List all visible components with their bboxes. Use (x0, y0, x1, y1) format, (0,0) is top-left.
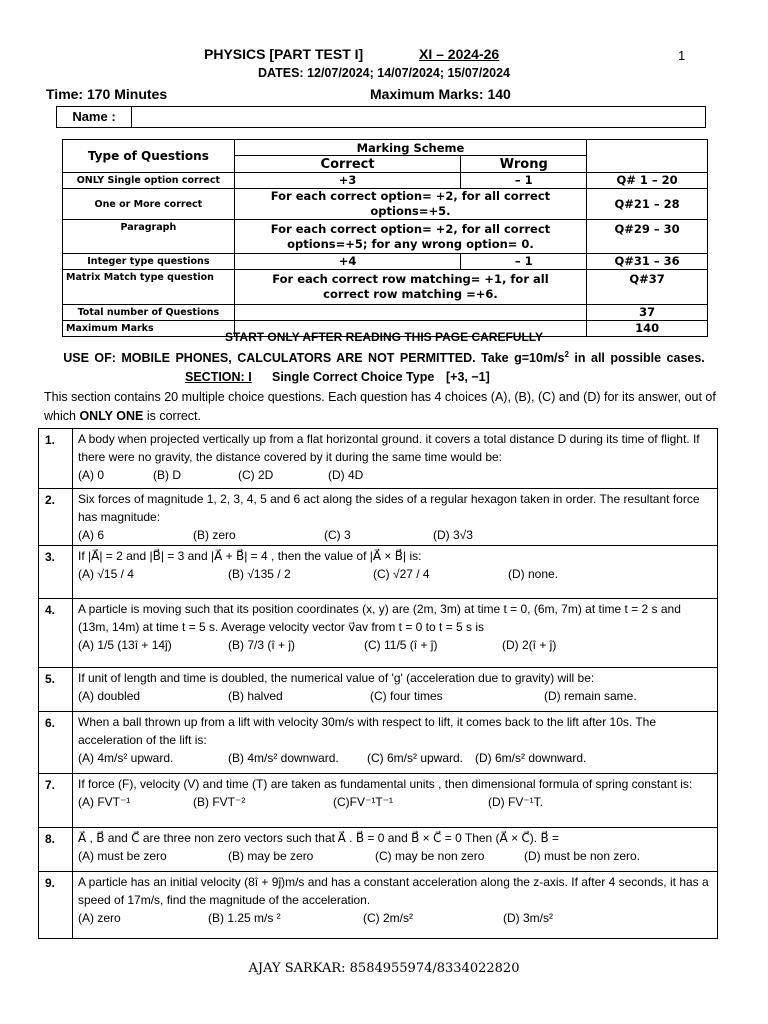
question-text: If force (F), velocity (V) and time (T) are taken as fundamental units , then dimensional formula of spring constant is: (78, 777, 693, 791)
question-number: 3. (39, 546, 73, 599)
option-b: (B) may be zero (228, 849, 314, 863)
section-label: SECTION: I (185, 370, 252, 384)
type-of-questions-header: Type of Questions (63, 140, 235, 173)
scheme-type: Maximum Marks (63, 321, 235, 337)
page-number: 1 (678, 48, 686, 63)
option-b: (B) halved (228, 689, 283, 703)
paper-title: PHYSICS [PART TEST I] (204, 46, 364, 62)
option-b: (B) FVT⁻² (193, 795, 246, 809)
wrong-header: Wrong (461, 156, 587, 173)
scheme-type: ONLY Single option correct (63, 173, 235, 189)
option-a: (A) 4m/s² upward. (78, 751, 174, 765)
option-a: (A) must be zero (78, 849, 167, 863)
range-header (587, 140, 708, 173)
question-number: 7. (39, 774, 73, 828)
scheme-type: Matrix Match type question (63, 270, 235, 305)
option-b: (B) 4m/s² downward. (228, 751, 339, 765)
option-d: (D) FV⁻¹T. (488, 795, 543, 809)
question-body (73, 872, 718, 939)
option-b: (B) 7/3 (î + ĵ) (228, 638, 296, 652)
scheme-type: Total number of Questions (63, 305, 235, 321)
option-c: (C) four times (370, 689, 443, 703)
option-b: (B) 1.25 m/s ² (208, 911, 281, 925)
questions-table (38, 428, 718, 939)
scheme-text: For each correct option= +2, for all correct options=+5. (234, 189, 586, 220)
question-body (73, 712, 718, 774)
scheme-range: Q#29 – 30 (587, 220, 708, 254)
option-c: (C) 6m/s² upward. (367, 751, 464, 765)
question-options (78, 526, 712, 544)
marking-scheme-header: Marking Scheme (234, 140, 586, 156)
option-a: (A) √15 / 4 (78, 567, 134, 581)
question-row (39, 712, 718, 774)
option-a: (A) 0 (78, 468, 105, 482)
option-c: (C) 2m/s² (363, 911, 413, 925)
section-type: Single Correct Choice Type (272, 370, 435, 384)
option-b: (B) √135 / 2 (228, 567, 291, 581)
question-text: A particle has an initial velocity (8î + 9ĵ)m/s and has a constant acceleration along the z-axis. If after 4 seconds, it has a speed of 17m/s, find the magnitude of the acceleration. (78, 875, 709, 907)
exam-time: Time: 170 Minutes (46, 86, 168, 102)
option-d: (D) 3m/s² (503, 911, 553, 925)
question-options (78, 847, 712, 865)
option-d: (D) must be non zero. (524, 849, 641, 863)
correct-header: Correct (234, 156, 461, 173)
question-number: 8. (39, 828, 73, 872)
question-body (73, 828, 718, 872)
question-options (78, 466, 712, 484)
question-body (73, 489, 718, 546)
question-row (39, 668, 718, 712)
scheme-range: Q#31 – 36 (587, 254, 708, 270)
scheme-type: One or More correct (63, 189, 235, 220)
option-d: (D) 6m/s² downward. (475, 751, 587, 765)
question-options (78, 749, 712, 767)
option-c: (C) 2D (238, 468, 274, 482)
question-text: If unit of length and time is doubled, the numerical value of 'g' (acceleration due to gravity) will be: (78, 671, 595, 685)
use-instruction: USE OF: MOBILE PHONES, CALCULATORS ARE NOT PERMITTED. Take $g=10m/s^2$ in all possible cases. (63, 350, 705, 366)
question-options (78, 687, 712, 705)
question-body (73, 599, 718, 668)
option-c: (C)FV⁻¹T⁻¹ (333, 795, 393, 809)
name-field (56, 106, 706, 128)
scheme-type: Paragraph (63, 220, 235, 254)
scheme-range: Q#37 (587, 270, 708, 305)
option-a: (A) FVT⁻¹ (78, 795, 131, 809)
scheme-correct: +4 (234, 254, 461, 270)
scheme-range: Q#21 – 28 (587, 189, 708, 220)
option-d: (D) 2(î + ĵ) (502, 638, 557, 652)
question-body (73, 774, 718, 828)
option-a: (A) zero (78, 911, 121, 925)
scheme-correct: +3 (234, 173, 461, 189)
option-a: (A) doubled (78, 689, 141, 703)
scheme-range: 140 (587, 321, 708, 337)
option-c: (C) may be non zero (375, 849, 485, 863)
option-a: (A) 6 (78, 528, 105, 542)
start-instruction: START ONLY AFTER READING THIS PAGE CAREFULLY (224, 330, 544, 344)
question-row (39, 872, 718, 939)
question-number: 5. (39, 668, 73, 712)
scheme-text: For each correct option= +2, for all correct options=+5; for any wrong option= 0. (234, 220, 586, 254)
option-c: (C) 3 (324, 528, 351, 542)
question-number: 9. (39, 872, 73, 939)
option-b: (B) D (153, 468, 181, 482)
option-d: (D) 3√3 (433, 528, 473, 542)
option-d: (D) 4D (328, 468, 364, 482)
question-row (39, 546, 718, 599)
question-text: If |A⃗| = 2 and |B⃗| = 3 and |A⃗ + B⃗| = 4 , then the value of |A⃗ × B⃗| is: (78, 549, 422, 563)
scheme-range: 37 (587, 305, 708, 321)
question-text: Six forces of magnitude 1, 2, 3, 4, 5 and 6 act along the sides of a regular hexagon taken in order. The resultant force has magnitude: (78, 492, 700, 524)
question-number: 4. (39, 599, 73, 668)
question-row (39, 429, 718, 489)
question-number: 1. (39, 429, 73, 489)
option-b: (B) zero (193, 528, 236, 542)
name-label: Name : (57, 107, 132, 127)
question-options (78, 909, 712, 927)
section-marks: [+3, −1] (446, 370, 490, 384)
question-body (73, 668, 718, 712)
exam-dates: DATES: 12/07/2024; 14/07/2024; 15/07/2024 (257, 66, 511, 80)
option-a: (A) 1/5 (13î + 14ĵ) (78, 638, 172, 652)
question-text: A body when projected vertically up from a flat horizontal ground. it covers a total distance D during its time of flight. If there were no gravity, the distance covered by it during the same time would be: (78, 432, 700, 464)
question-row (39, 828, 718, 872)
question-text: When a ball thrown up from a lift with velocity 30m/s with respect to lift, it comes back to the lift after 10s. The acceleration of the lift is: (78, 715, 657, 747)
question-row (39, 774, 718, 828)
question-options (78, 565, 712, 583)
option-d: (D) remain same. (544, 689, 637, 703)
question-number: 2. (39, 489, 73, 546)
question-options (78, 636, 712, 654)
footer-contact: AJAY SARKAR: 8584955974/8334022820 (248, 961, 520, 976)
question-row (39, 599, 718, 668)
scheme-range: Q# 1 – 20 (587, 173, 708, 189)
scheme-wrong: – 1 (461, 254, 587, 270)
question-text: A particle is moving such that its position coordinates (x, y) are (2m, 3m) at time t = 0, (6m, 7m) at time t = 2 s and (13m, 14m) at time t = 5 s. Average velocity vector v⃗av from t = 0 to t = 5 s is (78, 602, 681, 634)
maximum-marks: Maximum Marks: 140 (370, 86, 511, 102)
scheme-empty (234, 305, 586, 321)
question-body (73, 429, 718, 489)
option-d: (D) none. (508, 567, 559, 581)
class-session: XI – 2024-26 (419, 46, 500, 62)
question-body (73, 546, 718, 599)
question-text: A⃗ , B⃗ and C⃗ are three non zero vectors such that A⃗ . B⃗ = 0 and B⃗ × C⃗ = 0 Then (A⃗ × C⃗). B⃗ = (78, 831, 560, 845)
scheme-type: Integer type questions (63, 254, 235, 270)
marking-scheme-table (62, 139, 708, 337)
scheme-text: For each correct row matching= +1, for all correct row matching =+6. (234, 270, 586, 305)
question-options (78, 793, 712, 811)
question-number: 6. (39, 712, 73, 774)
option-c: (C) √27 / 4 (373, 567, 430, 581)
option-c: (C) 11/5 (î + ĵ) (364, 638, 438, 652)
question-row (39, 489, 718, 546)
scheme-wrong: – 1 (461, 173, 587, 189)
section-intro: This section contains 20 multiple choice questions. Each question has 4 choices (A), (B), (C) and (D) for its answer, out of which ONLY ONE is correct. (44, 390, 716, 423)
